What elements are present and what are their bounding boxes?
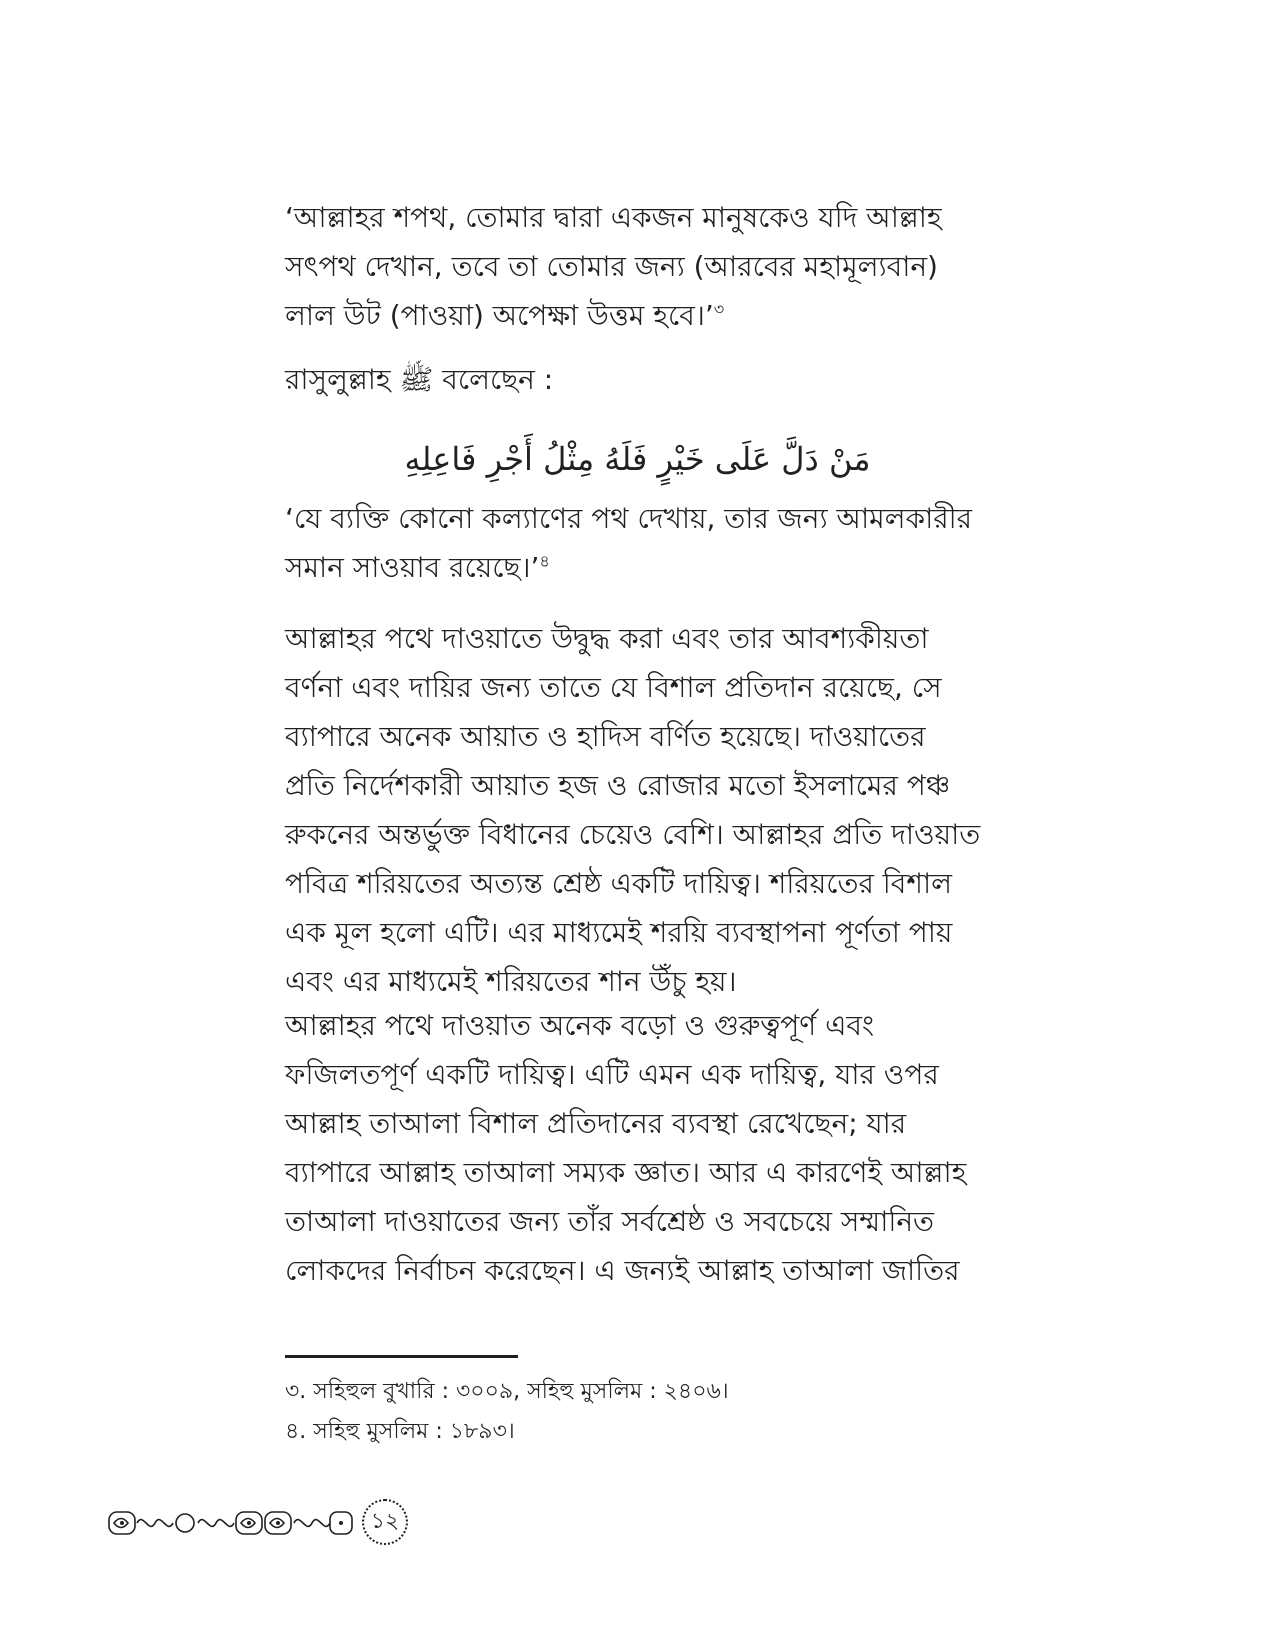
arabic-hadith: مَنْ دَلَّ عَلَى خَيْرٍ فَلَهُ مِثْلُ أَجْرِ فَاعِلِهِ [404,440,871,478]
footnote-divider [285,1355,518,1358]
text-line [285,291,990,340]
text-line: আল্লাহর পথে দাওয়াতে উদ্বুদ্ধ করা এবং তার আবশ্যকীয়তা [285,622,929,655]
footnote-ref: ৪ [539,551,550,571]
text-line-content: রাসুলুল্লাহ ﷺ বলেছেন : [285,363,554,396]
text-line: লোকদের নির্বাচন করেছেন। এ জন্যই আল্লাহ তাআলা জাতির [285,1254,960,1287]
text-line: তাআলা দাওয়াতের জন্য তাঁর সর্বশ্রেষ্ঠ ও সবচেয়ে সম্মানিত [285,1205,935,1238]
text-line-content: ‘আল্লাহর শপথ, তোমার দ্বারা একজন মানুষকেও যদি আল্লাহ [285,201,942,234]
paragraph-intro [285,355,990,404]
text-line: রুকনের অন্তর্ভুক্ত বিধানের চেয়েও বেশি। আল্লাহর প্রতি দাওয়াত [285,818,981,851]
text-line-content: ‘যে ব্যক্তি কোনো কল্যাণের পথ দেখায়, তার জন্য আমলকারীর [285,502,973,535]
text-line: ব্যাপারে অনেক আয়াত ও হাদিস বর্ণিত হয়েছে। দাওয়াতের [285,720,926,753]
footer-ornament-icon [108,1507,353,1539]
text-line: আল্লাহর পথে দাওয়াত অনেক বড়ো ও গুরুত্বপূর্ণ এবং [285,1009,875,1042]
text-line-content: সৎপথ দেখান, তবে তা তোমার জন্য (আরবের মহামূল্যবান) [285,250,938,283]
footnote-ref: ৩ [713,299,725,319]
footnote-3: ৩. সহিহুল বুখারি : ৩০০৯, সহিহু মুসলিম : ২৪০৬। [285,1379,729,1404]
footnotes [285,1372,729,1452]
footnote-4: ৪. সহিহু মুসলিম : ১৮৯৩। [285,1419,515,1444]
text-line: এবং এর মাধ্যমেই শরিয়তের শান উঁচু হয়। [285,965,737,998]
text-line-content: লাল উট (পাওয়া) অপেক্ষা উত্তম হবে।’ [285,299,714,332]
text-line: প্রতি নির্দেশকারী আয়াত হজ ও রোজার মতো ইসলামের পঞ্চ [285,769,951,802]
text-line: ব্যাপারে আল্লাহ তাআলা সম্যক জ্ঞাত। আর এ কারণেই আল্লাহ [285,1156,967,1189]
text-line [285,543,990,592]
text-line [285,193,990,242]
text-line [285,494,990,543]
page-number: ১২ [362,1499,408,1545]
text-line-content: সমান সাওয়াব রয়েছে।’ [285,551,540,584]
text-line [285,355,990,404]
text-line [285,242,990,291]
paragraph-body-1 [285,614,990,1006]
text-line: বর্ণনা এবং দায়ির জন্য তাতে যে বিশাল প্রতিদান রয়েছে, সে [285,671,942,704]
text-line: ফজিলতপূর্ণ একটি দায়িত্ব। এটি এমন এক দায়িত্ব, যার ওপর [285,1058,939,1091]
paragraph-hadith-translation-2 [285,494,990,592]
text-line: পবিত্র শরিয়তের অত্যন্ত শ্রেষ্ঠ একটি দায়িত্ব। শরিয়তের বিশাল [285,867,952,900]
paragraph-hadith-translation-1 [285,193,990,340]
paragraph-body-2 [285,1001,990,1295]
text-line: আল্লাহ তাআলা বিশাল প্রতিদানের ব্যবস্থা রেখেছেন; যার [285,1107,907,1140]
text-line: এক মূল হলো এটি। এর মাধ্যমেই শরয়ি ব্যবস্থাপনা পূর্ণতা পায় [285,916,953,949]
